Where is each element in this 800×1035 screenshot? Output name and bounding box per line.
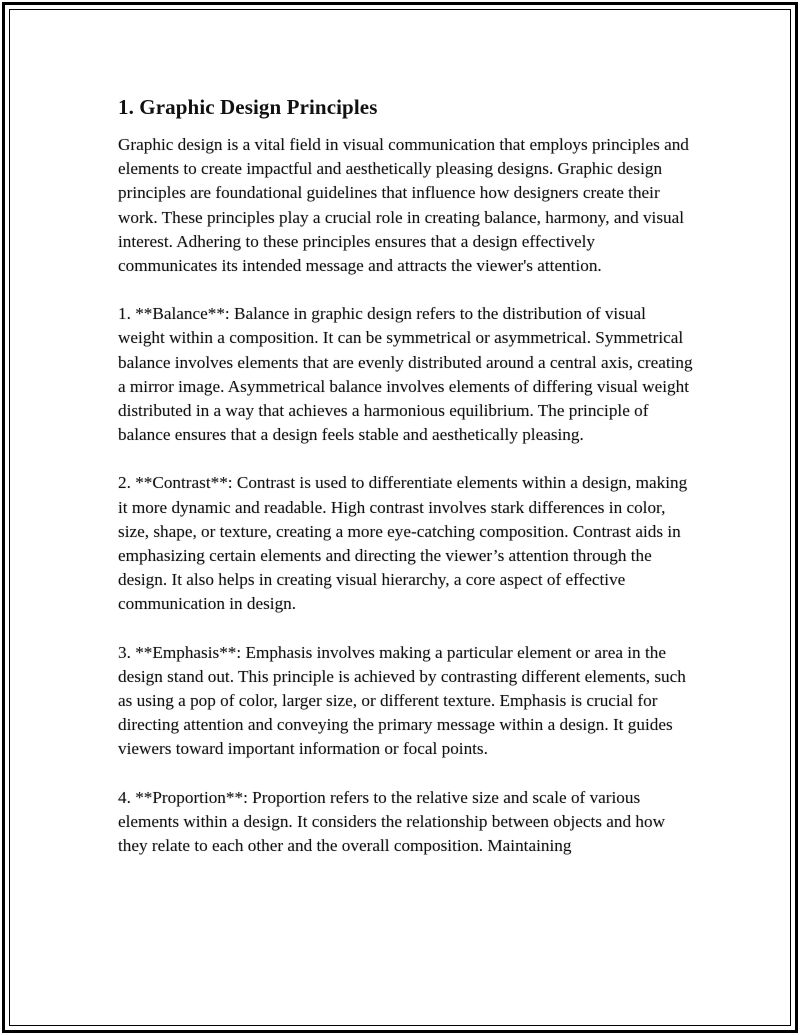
section-title: 1. Graphic Design Principles <box>118 95 378 119</box>
emphasis-paragraph: 3. **Emphasis**: Emphasis involves making a particular element or area in the design stand out. This principle is achieved by contrasting different elements, such as using a pop of color, larger size, or different texture. Emphasis is crucial for directing attention and conveying the primary message within a design. It guides viewers toward important information or focal points. <box>118 642 686 759</box>
intro-paragraph: Graphic design is a vital field in visual communication that employs principles and elements to create impactful and aesthetically pleasing designs. Graphic design principles are foundational guidelines that influence how designers create their work. These principles play a crucial role in creating balance, harmony, and visual interest. Adhering to these principles ensures that a design effectively communicates its intended message and attracts the viewer's attention. <box>118 135 689 276</box>
document-body <box>118 93 693 882</box>
proportion-paragraph: 4. **Proportion**: Proportion refers to the relative size and scale of various elements within a design. It considers the relationship between objects and how they relate to each other and the overall composition. Maintaining <box>118 787 665 856</box>
contrast-paragraph: 2. **Contrast**: Contrast is used to differentiate elements within a design, making it more dynamic and readable. High contrast involves stark differences in color, size, shape, or texture, creating a more eye-catching composition. Contrast aids in emphasizing certain elements and directing the viewer’s attention through the design. It also helps in creating visual hierarchy, a core aspect of effective communication in design. <box>118 473 688 614</box>
balance-paragraph: 1. **Balance**: Balance in graphic design refers to the distribution of visual weight within a composition. It can be symmetrical or asymmetrical. Symmetrical balance involves elements that are evenly distributed around a central axis, creating a mirror image. Asymmetrical balance involves elements of differing visual weight distributed in a way that achieves a harmonious equilibrium. The principle of balance ensures that a design feels stable and aesthetically pleasing. <box>118 304 693 445</box>
